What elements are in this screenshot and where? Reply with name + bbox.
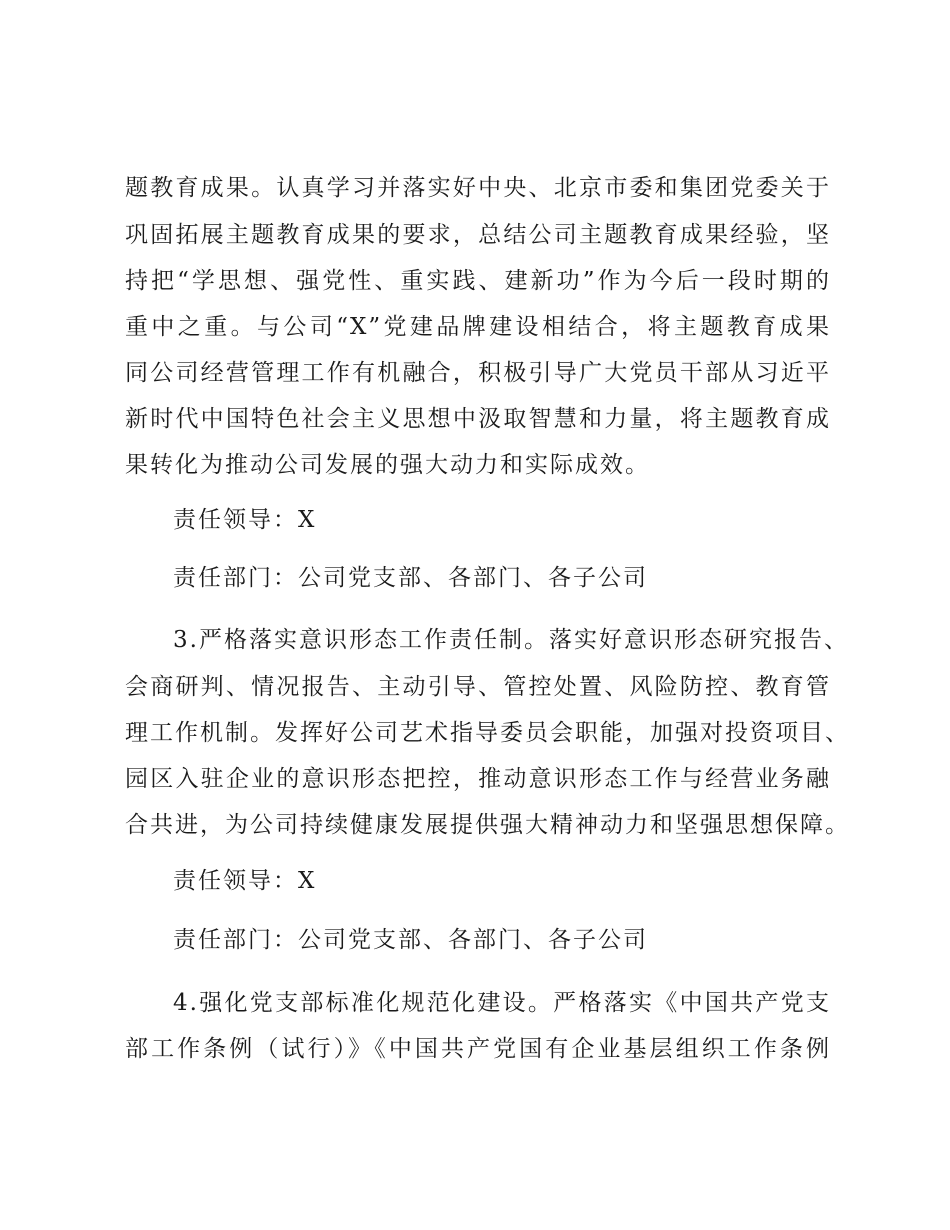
- paragraph-1-line-4: 重中之重。与公司“X”党建品牌建设相结合，将主题教育成果: [125, 314, 831, 340]
- paragraph-3-line-3: 理工作机制。发挥好公司艺术指导委员会职能，加强对投资项目、: [125, 720, 850, 746]
- paragraph-1-line-6: 新时代中国特色社会主义思想中汲取智慧和力量，将主题教育成: [125, 406, 831, 432]
- paragraph-1-line-2: 巩固拓展主题教育成果的要求，总结公司主题教育成果经验，坚: [125, 222, 831, 248]
- responsible-leader-1: 责任领导：X: [173, 507, 317, 533]
- paragraph-3-line-4: 园区入驻企业的意识形态把控，推动意识形态工作与经营业务融: [125, 766, 831, 792]
- paragraph-4-line-2: 部工作条例（试行）》《中国共产党国有企业基层组织工作条例: [125, 1036, 831, 1062]
- paragraph-1-line-3: 持把“学思想、强党性、重实践、建新功”作为今后一段时期的: [125, 268, 831, 294]
- paragraph-1-line-5: 同公司经营管理工作有机融合，积极引导广大党员干部从习近平: [125, 360, 831, 386]
- paragraph-3-line-5: 合共进，为公司持续健康发展提供强大精神动力和坚强思想保障。: [125, 812, 850, 838]
- paragraph-3-line-2: 会商研判、情况报告、主动引导、管控处置、风险防控、教育管: [125, 674, 831, 700]
- paragraph-3-line-1: 3.严格落实意识形态工作责任制。落实好意识形态研究报告、: [173, 627, 849, 653]
- paragraph-1-line-1: 题教育成果。认真学习并落实好中央、北京市委和集团党委关于: [125, 175, 831, 201]
- responsible-department-2: 责任部门：公司党支部、各部门、各子公司: [173, 927, 648, 953]
- paragraph-1-line-7: 果转化为推动公司发展的强大动力和实际成效。: [125, 452, 650, 478]
- responsible-leader-2: 责任领导：X: [173, 868, 317, 894]
- responsible-department-1: 责任部门：公司党支部、各部门、各子公司: [173, 565, 648, 591]
- paragraph-4-line-1: 4.强化党支部标准化规范化建设。严格落实《中国共产党支: [173, 990, 831, 1016]
